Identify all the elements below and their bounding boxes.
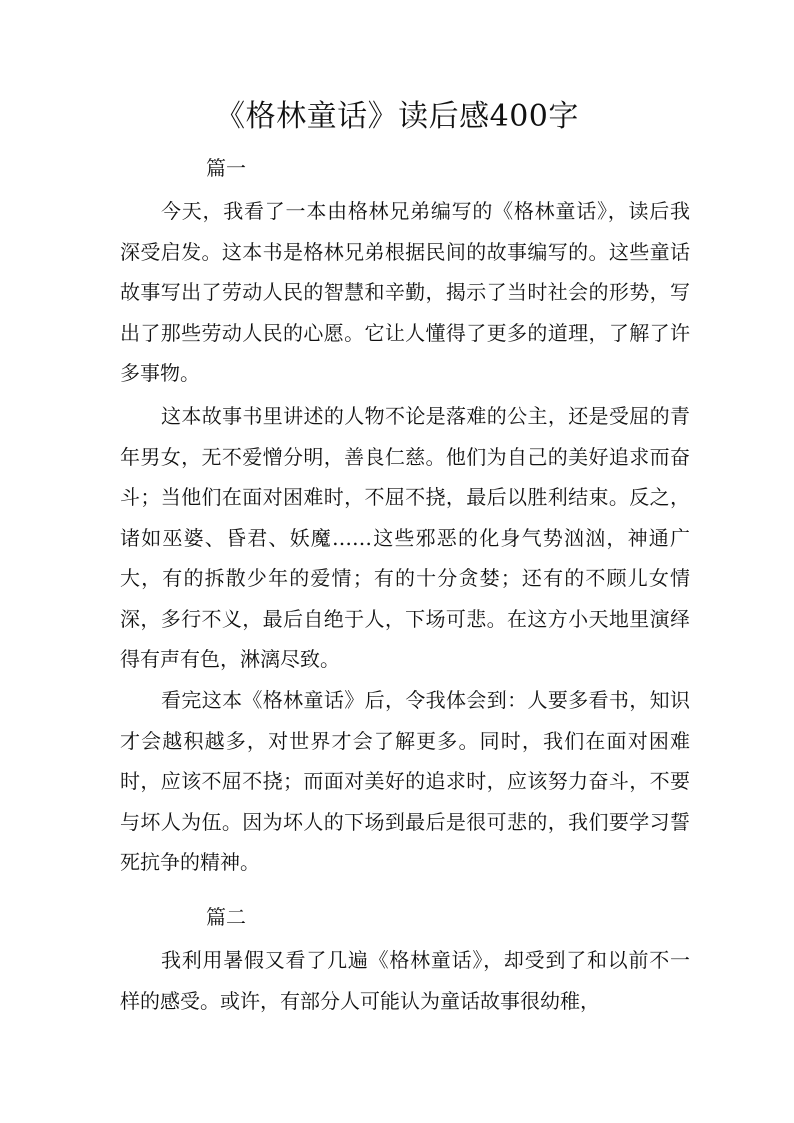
paragraph-1-3: 看完这本《格林童话》后，令我体会到：人要多看书，知识才会越积越多，对世界才会了解更多。同时，我们在面对困难时，应该不屈不挠；而面对美好的追求时，应该努力奋斗，不要与坏人为伍。因为坏人的下场到最后是很可悲的，我们要学习誓死抗争的精神。 — [120, 688, 690, 874]
paragraph-1-1: 今天，我看了一本由格林兄弟编写的《格林童话》，读后我深受启发。这本书是格林兄弟根据民间的故事编写的。这些童话故事写出了劳动人民的智慧和辛勤，揭示了当时社会的形势，写出了那些劳动人民的心愿。它让人懂得了更多的道理，了解了许多事物。 — [120, 199, 690, 385]
section-heading-2: 篇二 — [206, 905, 246, 929]
section-heading-1: 篇一 — [206, 156, 246, 180]
paragraph-2-1: 我利用暑假又看了几遍《格林童话》，却受到了和以前不一样的感受。或许，有部分人可能认为童话故事很幼稚， — [120, 948, 690, 1013]
paragraph-1-2: 这本故事书里讲述的人物不论是落难的公主，还是受屈的青年男女，无不爱憎分明，善良仁慈。他们为自己的美好追求而奋斗；当他们在面对困难时，不屈不挠，最后以胜利结束。反之，诸如巫婆、昏君、妖魔……这些邪恶的化身气势汹汹，神通广大，有的拆散少年的爱情；有的十分贪婪；还有的不顾儿女情深，多行不义，最后自绝于人，下场可悲。在这方小天地里演绎得有声有色，淋漓尽致。 — [120, 404, 690, 671]
page-title: 《格林童话》读后感400字 — [215, 99, 579, 134]
